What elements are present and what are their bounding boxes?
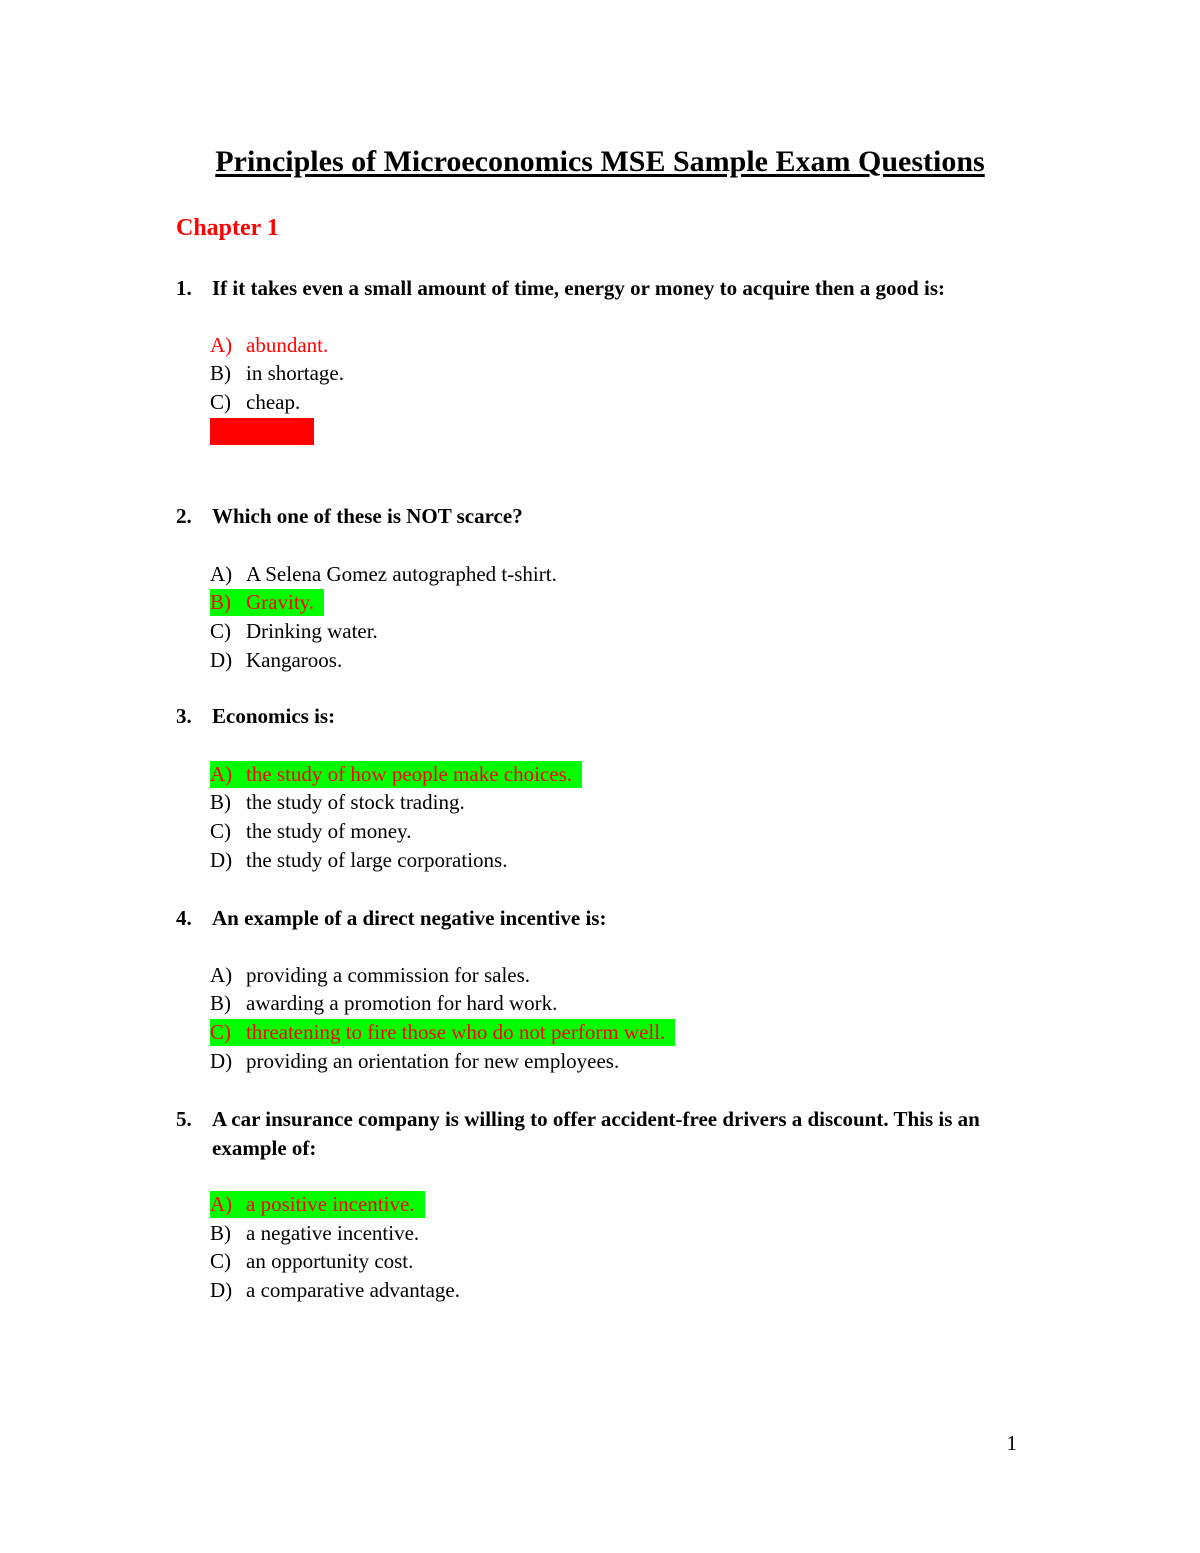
question-4 (176, 904, 1036, 1075)
answer-option-a (210, 331, 1036, 360)
question-1 (176, 274, 1036, 445)
answer-option-a (210, 760, 1036, 789)
document-title: Principles of Microeconomics MSE Sample Exam Questions (215, 145, 985, 178)
option-letter: A) (210, 561, 233, 586)
option-text: an opportunity cost. (246, 1249, 414, 1274)
answer-option-b (210, 359, 1036, 388)
option-letter: A) (210, 332, 233, 357)
question-stem (176, 702, 1036, 731)
question-number: 3. (176, 704, 192, 728)
answer-highlight (210, 418, 314, 445)
option-text: a negative incentive. (246, 1220, 420, 1245)
option-letter: C) (210, 1019, 231, 1044)
question-text: Economics is: (212, 704, 336, 728)
option-letter: C) (210, 618, 231, 643)
option-letter: C) (210, 1249, 231, 1274)
answer-option-d (210, 1047, 1036, 1076)
option-letter: B) (210, 790, 231, 815)
question-text: A car insurance company is willing to offer accident-free drivers a discount. This is an example of: (212, 1107, 980, 1160)
option-letter: C) (210, 389, 231, 414)
option-letter: A) (210, 761, 233, 786)
question-stem (176, 1105, 1036, 1162)
question-text: Which one of these is NOT scarce? (212, 504, 523, 528)
option-letter: B) (210, 1220, 231, 1245)
answer-options (176, 1190, 1036, 1305)
answer-option-a (210, 961, 1036, 990)
option-text: threatening to fire those who do not perform well. (246, 1019, 666, 1044)
answer-option-c (210, 617, 1036, 646)
option-text: awarding a promotion for hard work. (246, 991, 558, 1016)
option-letter: B) (210, 590, 231, 615)
answer-option-c (210, 388, 1036, 417)
answer-option-d (210, 417, 1036, 446)
answer-option-b (210, 788, 1036, 817)
option-text: providing a commission for sales. (246, 962, 531, 987)
option-text: in shortage. (246, 361, 344, 386)
answer-highlight (210, 1191, 425, 1218)
question-stem (176, 904, 1036, 933)
option-text: the study of money. (246, 818, 412, 843)
option-letter: D) (210, 1048, 233, 1073)
option-text: A Selena Gomez autographed t-shirt. (246, 561, 557, 586)
option-text: providing an orientation for new employees. (246, 1048, 620, 1073)
answer-options (176, 331, 1036, 446)
answer-option-a (210, 1190, 1036, 1219)
answer-option-b (210, 989, 1036, 1018)
option-letter: D) (210, 418, 233, 443)
answer-highlight (210, 1019, 675, 1046)
option-text: abundant. (246, 332, 329, 357)
question-5 (176, 1105, 1036, 1305)
answer-highlight (210, 761, 582, 788)
option-letter: D) (210, 647, 233, 672)
answer-option-d (210, 1276, 1036, 1305)
option-letter: B) (210, 361, 231, 386)
answer-options (176, 961, 1036, 1076)
answer-option-a (210, 560, 1036, 589)
option-text: Gravity. (246, 590, 315, 615)
answer-option-d (210, 646, 1036, 675)
question-2 (176, 502, 1036, 674)
option-text: cheap. (246, 389, 301, 414)
chapter-heading: Chapter 1 (176, 215, 279, 241)
option-letter: D) (210, 847, 233, 872)
option-text: the study of large corporations. (246, 847, 508, 872)
option-letter: A) (210, 962, 233, 987)
answer-option-d (210, 846, 1036, 875)
question-text: An example of a direct negative incentive is: (212, 906, 607, 930)
option-text: a comparative advantage. (246, 1278, 460, 1303)
option-text: the study of stock trading. (246, 790, 465, 815)
answer-option-c (210, 817, 1036, 846)
option-letter: D) (210, 1278, 233, 1303)
answer-option-c (210, 1247, 1036, 1276)
option-text: Kangaroos. (246, 647, 343, 672)
answer-option-c (210, 1018, 1036, 1047)
option-letter: B) (210, 991, 231, 1016)
question-number: 4. (176, 906, 192, 930)
answer-option-b (210, 588, 1036, 617)
question-text: If it takes even a small amount of time, energy or money to acquire then a good is: (212, 276, 945, 300)
page-number: 1 (1006, 1431, 1017, 1455)
question-stem (176, 502, 1036, 531)
answer-options (176, 760, 1036, 875)
option-letter: A) (210, 1192, 233, 1216)
answer-highlight (210, 589, 324, 616)
option-text: scarce. (246, 418, 304, 443)
question-number: 1. (176, 276, 192, 300)
question-number: 5. (176, 1107, 192, 1131)
question-number: 2. (176, 504, 192, 528)
option-text: a positive incentive. (246, 1192, 415, 1216)
question-stem (176, 274, 1036, 303)
option-letter: C) (210, 818, 231, 843)
option-text: Drinking water. (246, 618, 378, 643)
answer-option-b (210, 1219, 1036, 1248)
answer-options (176, 560, 1036, 675)
option-text: the study of how people make choices. (246, 761, 572, 786)
question-3 (176, 702, 1036, 874)
